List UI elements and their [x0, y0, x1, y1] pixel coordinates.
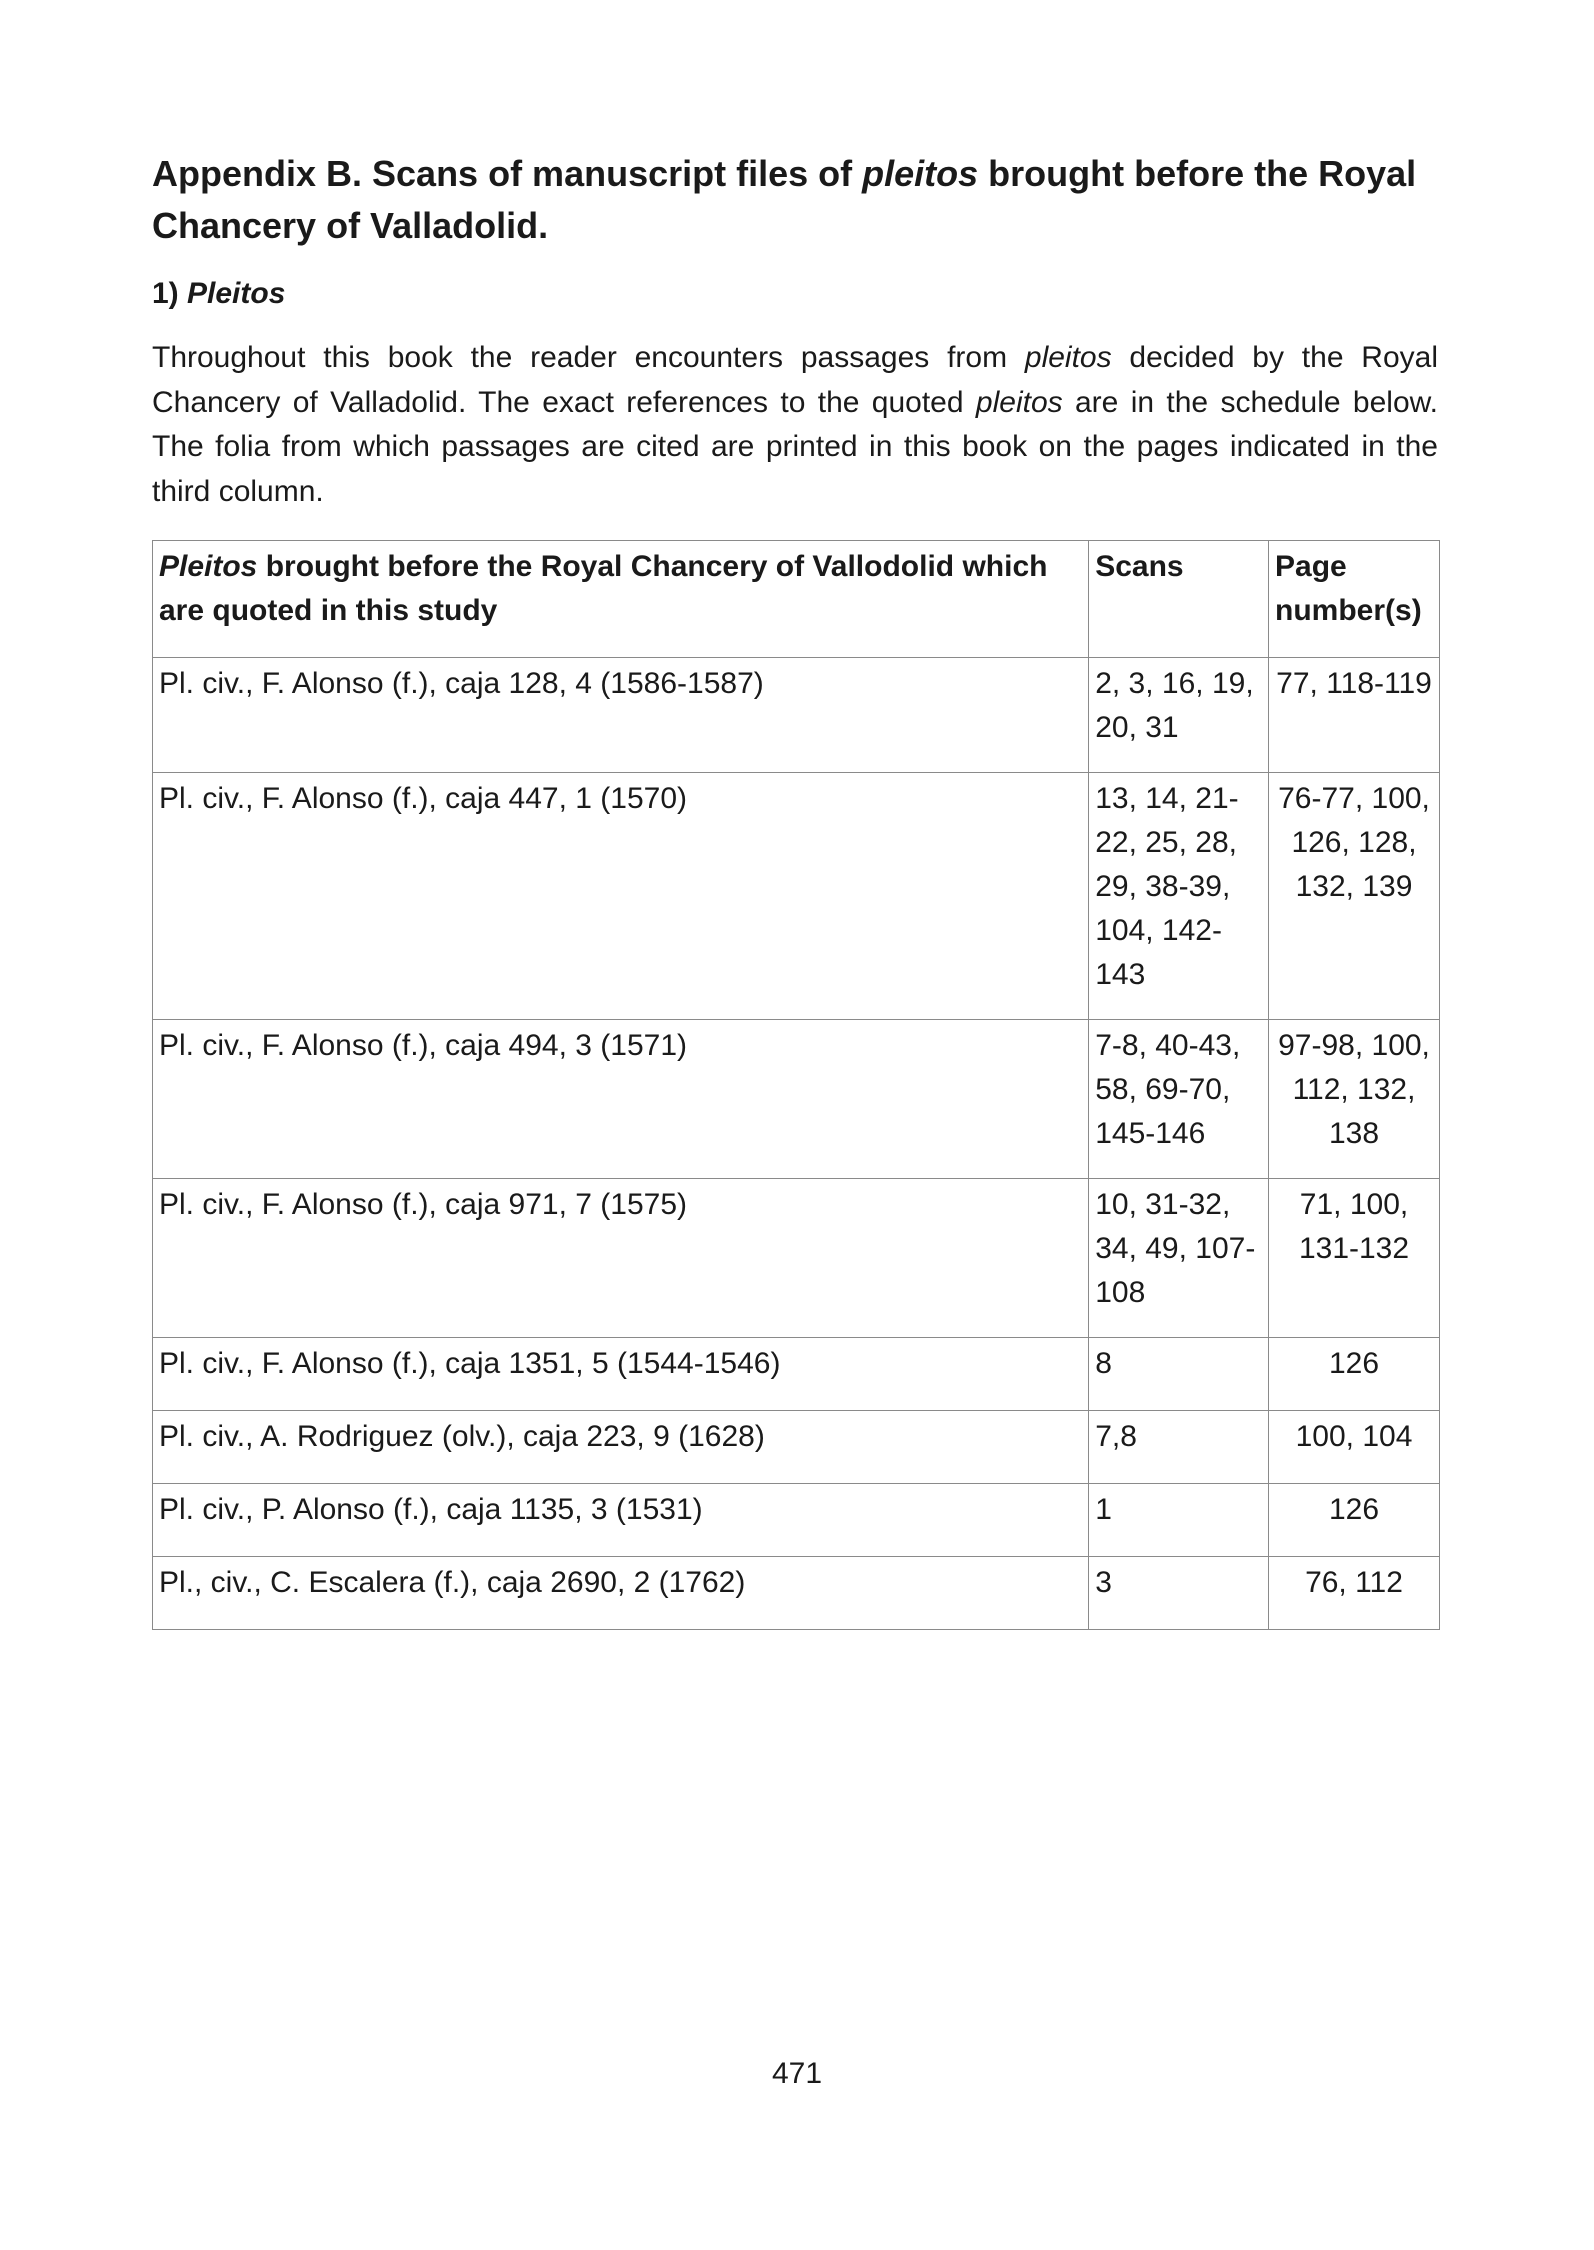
header-page-numbers: Page number(s): [1269, 541, 1440, 658]
appendix-title: [152, 148, 1438, 252]
cell-pages: 126: [1269, 1338, 1440, 1411]
intro-italic-2: pleitos: [975, 385, 1063, 419]
cell-pages: 100, 104: [1269, 1411, 1440, 1484]
cell-pages: 77, 118-119: [1269, 658, 1440, 773]
cell-reference: Pl. civ., F. Alonso (f.), caja 971, 7 (1575): [153, 1179, 1089, 1338]
table-row: [153, 658, 1440, 773]
cell-scans: 13, 14, 21-22, 25, 28, 29, 38-39, 104, 142-143: [1089, 773, 1269, 1020]
header-reference-italic: Pleitos: [159, 550, 258, 583]
table-row: [153, 1411, 1440, 1484]
title-part-2: brought before the Royal Chancery of Valladolid.: [152, 153, 1417, 246]
cell-pages: 126: [1269, 1484, 1440, 1557]
page-content: [152, 148, 1438, 1630]
cell-reference: Pl., civ., C. Escalera (f.), caja 2690, 2 (1762): [153, 1557, 1089, 1630]
cell-reference: Pl. civ., F. Alonso (f.), caja 494, 3 (1571): [153, 1020, 1089, 1179]
title-italic-pleitos: pleitos: [862, 153, 979, 194]
cell-pages: 76-77, 100, 126, 128, 132, 139: [1269, 773, 1440, 1020]
table-row: [153, 1484, 1440, 1557]
table-row: [153, 773, 1440, 1020]
cell-reference: Pl. civ., F. Alonso (f.), caja 1351, 5 (1544-1546): [153, 1338, 1089, 1411]
cell-pages: 97-98, 100, 112, 132, 138: [1269, 1020, 1440, 1179]
intro-paragraph: [152, 336, 1438, 514]
intro-italic-1: pleitos: [1024, 341, 1112, 374]
header-reference-text: brought before the Royal Chancery of Vallodolid which are quoted in this study: [159, 550, 1048, 627]
cell-scans: 7,8: [1089, 1411, 1269, 1484]
table-header-row: [153, 541, 1440, 658]
cell-reference: Pl. civ., F. Alonso (f.), caja 128, 4 (1586-1587): [153, 658, 1089, 773]
section-label: Pleitos: [187, 277, 286, 310]
cell-pages: 71, 100, 131-132: [1269, 1179, 1440, 1338]
cell-pages: 76, 112: [1269, 1557, 1440, 1630]
cell-reference: Pl. civ., P. Alonso (f.), caja 1135, 3 (1531): [153, 1484, 1089, 1557]
cell-reference: Pl. civ., F. Alonso (f.), caja 447, 1 (1570): [153, 773, 1089, 1020]
table-row: [153, 1557, 1440, 1630]
title-part-1: Appendix B. Scans of manuscript files of: [152, 153, 863, 194]
page-number: 471: [771, 2057, 823, 2090]
cell-scans: 8: [1089, 1338, 1269, 1411]
cell-scans: 1: [1089, 1484, 1269, 1557]
cell-scans: 7-8, 40-43, 58, 69-70, 145-146: [1089, 1020, 1269, 1179]
section-number: 1): [152, 277, 188, 310]
intro-text-1: Throughout this book the reader encounters passages from: [152, 341, 1025, 374]
intro-text-3: are in the schedule below. The folia from which passages are cited are printed in this book on the pages indicated in the third column.: [152, 385, 1438, 508]
intro-text-2: decided by the Royal Chancery of Valladolid. The exact references to the quoted: [152, 341, 1438, 419]
cell-reference: Pl. civ., A. Rodriguez (olv.), caja 223, 9 (1628): [153, 1411, 1089, 1484]
table-row: [153, 1179, 1440, 1338]
pleitos-table: [152, 540, 1440, 1630]
table-row: [153, 1338, 1440, 1411]
header-reference: [153, 541, 1089, 658]
cell-scans: 3: [1089, 1557, 1269, 1630]
section-heading: [152, 274, 1438, 314]
header-scans: Scans: [1089, 541, 1269, 658]
cell-scans: 2, 3, 16, 19, 20, 31: [1089, 658, 1269, 773]
table-row: [153, 1020, 1440, 1179]
cell-scans: 10, 31-32, 34, 49, 107-108: [1089, 1179, 1269, 1338]
